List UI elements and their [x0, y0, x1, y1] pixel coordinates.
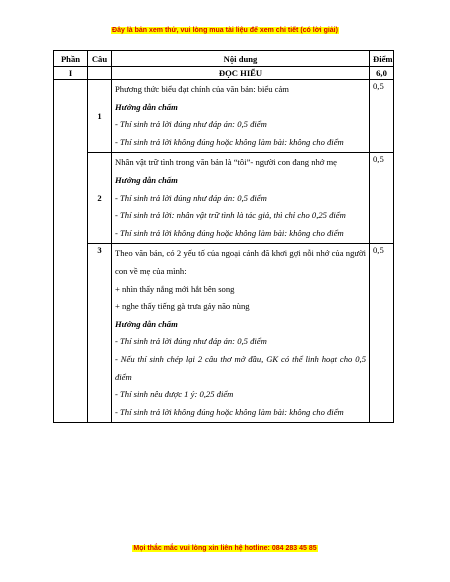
question-content — [112, 80, 370, 153]
header-content: Nội dung — [112, 51, 370, 67]
section-part: I — [54, 67, 88, 80]
hotline-banner — [0, 545, 450, 552]
grading-criterion: - Thí sinh trả lời đúng như đáp án: 0,5 điểm — [115, 336, 267, 347]
hotline-text: Mọi thắc mắc vui lòng xin liên hệ hotline: 084 283 45 85 — [133, 545, 317, 552]
preview-notice-text: Đây là bản xem thử, vui lòng mua tài liệu để xem chi tiết (có lời giải) — [112, 27, 338, 34]
header-part: Phần — [54, 51, 88, 67]
section-title: ĐỌC HIỂU — [112, 67, 370, 80]
question-row-1 — [54, 80, 394, 153]
answer-line: Phương thức biểu đạt chính của văn bản: biểu cảm — [115, 84, 289, 94]
question-points: 0,5 — [370, 153, 394, 244]
part-cell-empty — [54, 80, 88, 423]
answer-bullet: + nhìn thấy nắng mới hắt bên song — [115, 283, 235, 294]
question-number: 1 — [88, 80, 112, 153]
grading-criterion: - Thí sinh trả lời không đúng hoặc không làm bài: không cho điểm — [115, 227, 344, 238]
grading-criterion: - Thí sinh nêu được 1 ý: 0,25 điểm — [115, 389, 234, 400]
grading-guide-heading: Hướng dẫn chấm — [115, 318, 178, 329]
question-content — [112, 244, 370, 423]
section-row — [54, 67, 394, 80]
question-row-3 — [54, 244, 394, 423]
section-question-empty — [88, 67, 112, 80]
question-number: 3 — [88, 244, 112, 423]
section-points: 6,0 — [370, 67, 394, 80]
question-content — [112, 153, 370, 244]
answer-line: Nhân vật trữ tình trong văn bản là “tôi”- người con đang nhớ mẹ — [115, 157, 337, 168]
question-points: 0,5 — [370, 80, 394, 153]
answer-bullet: + nghe thấy tiếng gà trưa gáy não nùng — [115, 301, 250, 312]
question-row-2 — [54, 153, 394, 244]
header-points: Điểm — [370, 51, 394, 67]
header-question: Câu — [88, 51, 112, 67]
preview-notice-banner — [0, 27, 450, 34]
grading-criterion: - Thí sinh trả lời đúng như đáp án: 0,5 điểm — [115, 192, 267, 203]
grading-criterion: - Nếu thí sinh chép lại 2 câu thơ mở đầu, GK có thể linh hoạt cho 0,5 điểm — [115, 353, 366, 382]
grading-criterion: - Thí sinh trả lời: nhân vật trữ tình là tác giả, thì chỉ cho 0,25 điểm — [115, 210, 346, 221]
grading-guide-heading: Hướng dẫn chấm — [115, 174, 178, 185]
answer-rubric-table — [53, 50, 394, 423]
question-number: 2 — [88, 153, 112, 244]
grading-guide-heading: Hướng dẫn chấm — [115, 101, 178, 112]
table-header-row — [54, 51, 394, 67]
answer-line: Theo văn bản, có 2 yếu tố của ngoại cảnh đã khơi gợi nỗi nhớ của người con về mẹ của mình: — [115, 248, 366, 276]
grading-criterion: - Thí sinh trả lời không đúng hoặc không làm bài: không cho điểm — [115, 406, 344, 417]
question-points: 0,5 — [370, 244, 394, 423]
grading-criterion: - Thí sinh trả lời đúng như đáp án: 0,5 điểm — [115, 119, 267, 130]
grading-criterion: - Thí sinh trả lời không đúng hoặc không làm bài: không cho điểm — [115, 136, 344, 147]
